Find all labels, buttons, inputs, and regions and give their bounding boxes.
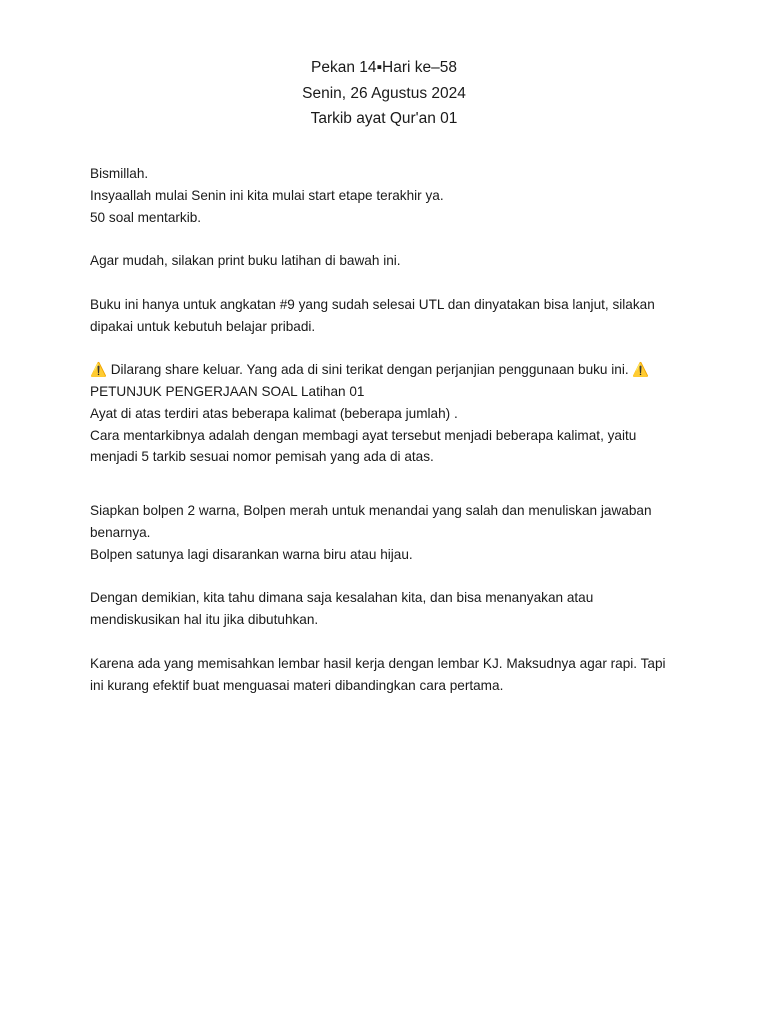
- paragraph-intro: Insyaallah mulai Senin ini kita mulai start etape terakhir ya.: [90, 187, 444, 203]
- paragraph-second-pen: Bolpen satunya lagi disarankan warna biru atau hijau.: [90, 546, 413, 562]
- paragraph-method: Cara mentarkibnya adalah dengan membagi ayat tersebut menjadi beberapa kalimat, yaitu menjadi 5 tarkib sesuai nomor pemisah yang ada di atas.: [90, 427, 637, 465]
- spacer: [90, 566, 680, 588]
- header-week-day: Pekan 14▪Hari ke–58: [311, 59, 457, 76]
- header-title: Tarkib ayat Qur'an 01: [310, 110, 458, 127]
- paragraph-bismillah: Bismillah.: [90, 166, 149, 181]
- paragraph-question-count: 50 soal mentarkib.: [90, 209, 202, 225]
- paragraph-book-usage: Buku ini hanya untuk angkatan #9 yang sudah selesai UTL dan dinyatakan bisa lanjut, silakan dipakai untuk kebutuh belajar pribadi.: [90, 296, 655, 334]
- spacer: [90, 631, 680, 653]
- spacer: [90, 337, 680, 359]
- paragraph-instructions-heading: PETUNJUK PENGERJAAN SOAL Latihan 01: [90, 383, 365, 399]
- paragraph-verse-structure: Ayat di atas terdiri atas beberapa kalimat (beberapa jumlah) .: [90, 405, 458, 421]
- paragraph-benefit: Dengan demikian, kita tahu dimana saja kesalahan kita, dan bisa menanyakan atau mendiskusikan hal itu jika dibutuhkan.: [90, 590, 594, 628]
- paragraph-warning: ⚠️ Dilarang share keluar. Yang ada di sini terikat dengan perjanjian penggunaan buku ini. ⚠️: [90, 362, 650, 378]
- paragraph-comparison: Karena ada yang memisahkan lembar hasil kerja dengan lembar KJ. Maksudnya agar rapi. Tapi ini kurang efektif buat menguasai materi dibandingkan cara pertama.: [90, 655, 666, 693]
- document-body: [90, 163, 680, 696]
- spacer: [90, 228, 680, 250]
- header-date: Senin, 26 Agustus 2024: [302, 84, 466, 102]
- document-header: [0, 55, 768, 132]
- paragraph-print-note: Agar mudah, silakan print buku latihan di bawah ini.: [90, 253, 401, 269]
- spacer: [90, 272, 680, 294]
- paragraph-pens: Siapkan bolpen 2 warna, Bolpen merah untuk menandai yang salah dan menuliskan jawaban benarnya.: [90, 503, 652, 540]
- spacer: [90, 468, 680, 500]
